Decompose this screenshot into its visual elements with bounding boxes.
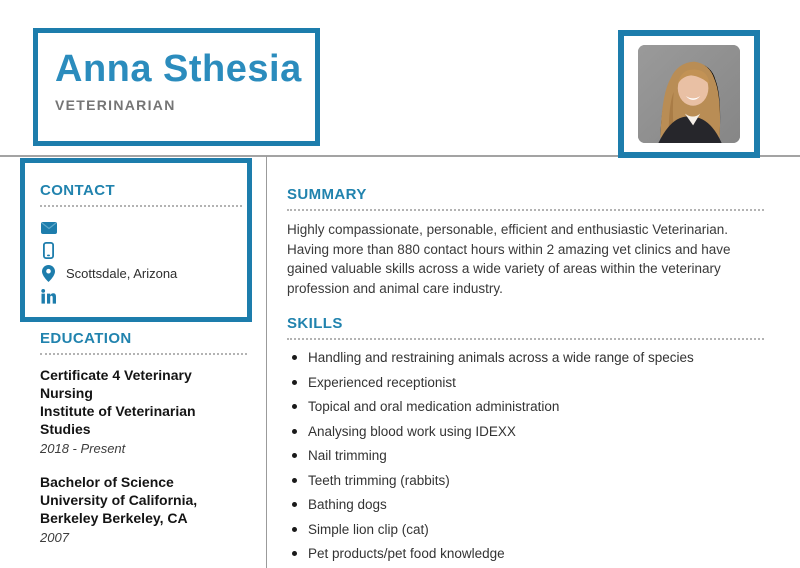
contact-heading-rule	[40, 205, 242, 207]
education-entry	[40, 473, 228, 547]
name-header-box	[33, 28, 320, 146]
education-heading-rule	[40, 353, 247, 355]
bullet-icon	[292, 527, 297, 532]
contact-location-text: Scottsdale, Arizona	[66, 266, 178, 281]
skill-text: Topical and oral medication administration	[308, 399, 560, 414]
bullet-icon	[292, 453, 297, 458]
summary-heading-rule	[287, 209, 764, 211]
profile-photo-frame	[618, 30, 760, 158]
contact-heading: CONTACT	[40, 182, 116, 199]
education-heading: EDUCATION	[40, 330, 132, 347]
contact-row-linkedin	[40, 285, 237, 308]
contact-section	[20, 158, 252, 322]
contact-row-email	[40, 216, 237, 239]
column-divider-line	[266, 156, 267, 568]
location-icon	[40, 265, 57, 282]
education-school: University of California, Berkeley Berkeley, CA	[40, 492, 198, 526]
skill-text: Nail trimming	[308, 448, 387, 463]
skill-item	[287, 546, 764, 561]
person-name: Anna Sthesia	[55, 48, 302, 90]
bullet-icon	[292, 551, 297, 556]
skill-text: Experienced receptionist	[308, 374, 456, 390]
contact-row-phone	[40, 239, 237, 262]
summary-text: Highly compassionate, personable, efficient and enthusiastic Veterinarian. Having more than 880 contact hours within 2 amazing vet clinics and have gained valuable skills across a wide variety of areas within the veterinary profession and animal care industry.	[287, 222, 731, 296]
job-title: VETERINARIAN	[55, 97, 176, 113]
skill-text: Analysing blood work using IDEXX	[308, 423, 516, 439]
summary-section	[287, 186, 764, 298]
bullet-icon	[292, 429, 297, 434]
skill-item	[287, 522, 764, 537]
education-section	[40, 330, 247, 562]
bullet-icon	[292, 502, 297, 507]
linkedin-icon	[40, 289, 57, 304]
skills-section	[287, 315, 764, 561]
education-school: Institute of Veterinarian Studies	[40, 403, 196, 437]
skill-text: Handling and restraining animals across a wide range of species	[308, 350, 694, 365]
skill-item	[287, 448, 764, 463]
skills-heading-rule	[287, 338, 764, 340]
skill-text: Bathing dogs	[308, 497, 387, 512]
contact-row-location	[40, 262, 237, 285]
bullet-icon	[292, 380, 297, 385]
bullet-icon	[292, 478, 297, 483]
portrait-illustration	[638, 45, 740, 143]
skill-text: Teeth trimming (rabbits)	[308, 472, 450, 488]
profile-photo	[638, 45, 740, 143]
skills-list	[287, 350, 764, 561]
summary-heading: SUMMARY	[287, 186, 367, 203]
skill-text: Simple lion clip (cat)	[308, 521, 429, 537]
skill-text: Pet products/pet food knowledge	[308, 546, 505, 561]
main-column	[287, 186, 764, 568]
skill-item	[287, 424, 764, 439]
email-icon	[40, 222, 57, 234]
education-degree: Certificate 4 Veterinary Nursing	[40, 367, 192, 401]
phone-icon	[40, 242, 57, 259]
education-entry	[40, 366, 228, 458]
contact-list	[40, 216, 237, 308]
bullet-icon	[292, 355, 297, 360]
skill-item	[287, 497, 764, 512]
bullet-icon	[292, 404, 297, 409]
skill-item	[287, 399, 764, 414]
skill-item	[287, 350, 764, 365]
skill-item	[287, 375, 764, 390]
education-entries	[40, 366, 228, 547]
education-dates: 2007	[40, 530, 69, 545]
skill-item	[287, 473, 764, 488]
education-degree: Bachelor of Science	[40, 474, 174, 490]
education-dates: 2018 - Present	[40, 441, 126, 456]
skills-heading: SKILLS	[287, 315, 343, 332]
